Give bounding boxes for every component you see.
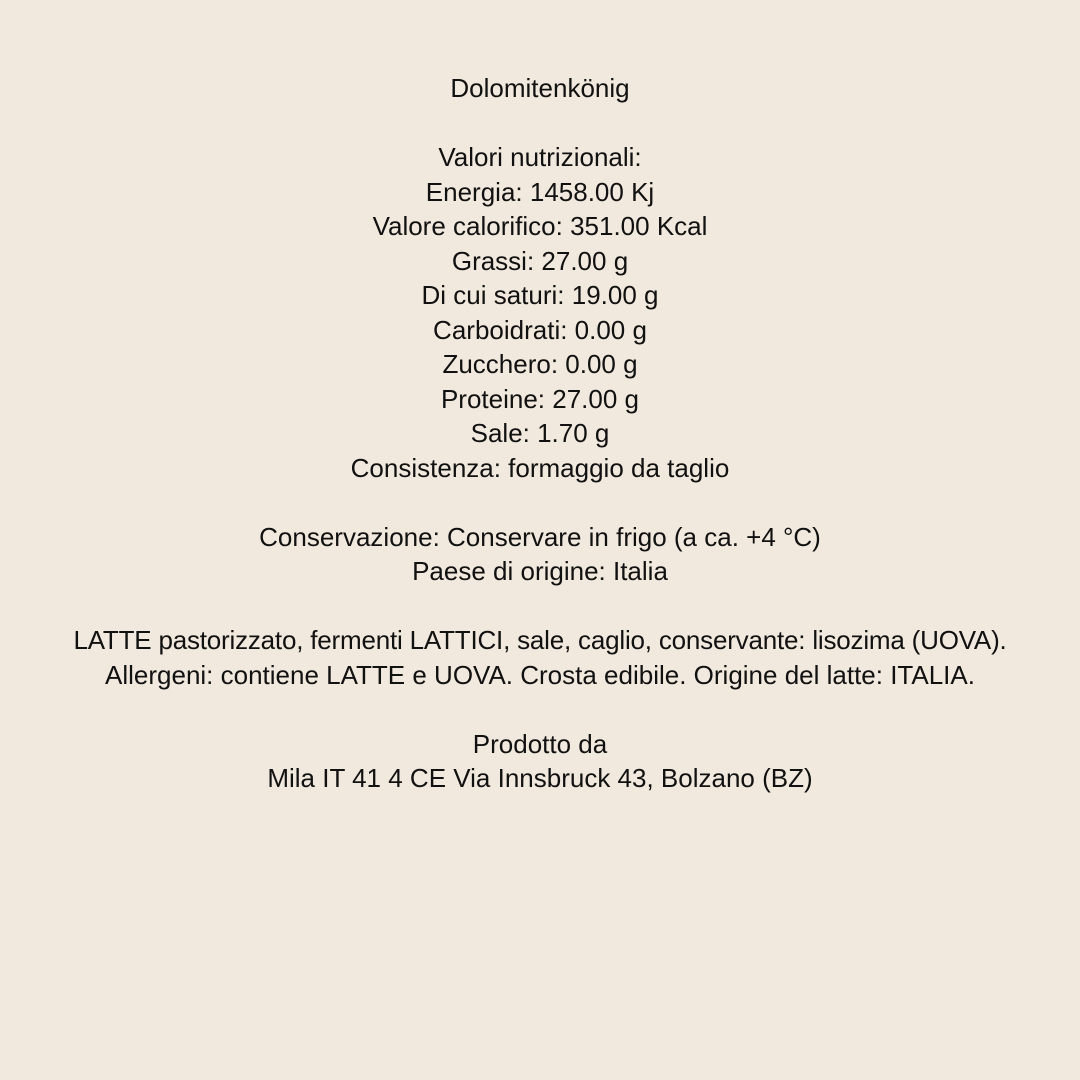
nutrition-sugar: Zucchero: 0.00 g [442,349,638,379]
storage-conservation: Conservazione: Conservare in frigo (a ca. +4 °C) [259,521,821,552]
product-name: Dolomitenkönig [450,73,630,103]
nutrition-salt: Sale: 1.70 g [470,418,610,448]
allergens-statement: Allergeni: contiene LATTE e UOVA. Crosta edibile. Origine del latte: ITALIA. [105,659,975,690]
nutrition-saturated-fat: Di cui saturi: 19.00 g [421,280,659,310]
producer-address: Mila IT 41 4 CE Via Innsbruck 43, Bolzano (BZ) [267,763,813,793]
nutrition-carbohydrates: Carboidrati: 0.00 g [433,314,647,345]
nutrition-energy: Energia: 1458.00 Kj [425,176,655,207]
spacer [0,485,1080,520]
nutrition-consistency: Consistenza: formaggio da taglio [350,452,730,483]
country-of-origin: Paese di origine: Italia [412,556,668,586]
spacer [0,106,1080,141]
nutrition-protein: Proteine: 27.00 g [440,383,640,414]
spacer [0,692,1080,727]
nutrition-calories: Valore calorifico: 351.00 Kcal [372,211,708,241]
nutrition-fat: Grassi: 27.00 g [451,245,629,276]
ingredients-list: LATTE pastorizzato, fermenti LATTICI, sale, caglio, conservante: lisozima (UOVA). [73,625,1007,655]
nutrition-heading: Valori nutrizionali: [438,142,642,172]
producer-label: Prodotto da [472,728,608,759]
spacer [0,589,1080,624]
